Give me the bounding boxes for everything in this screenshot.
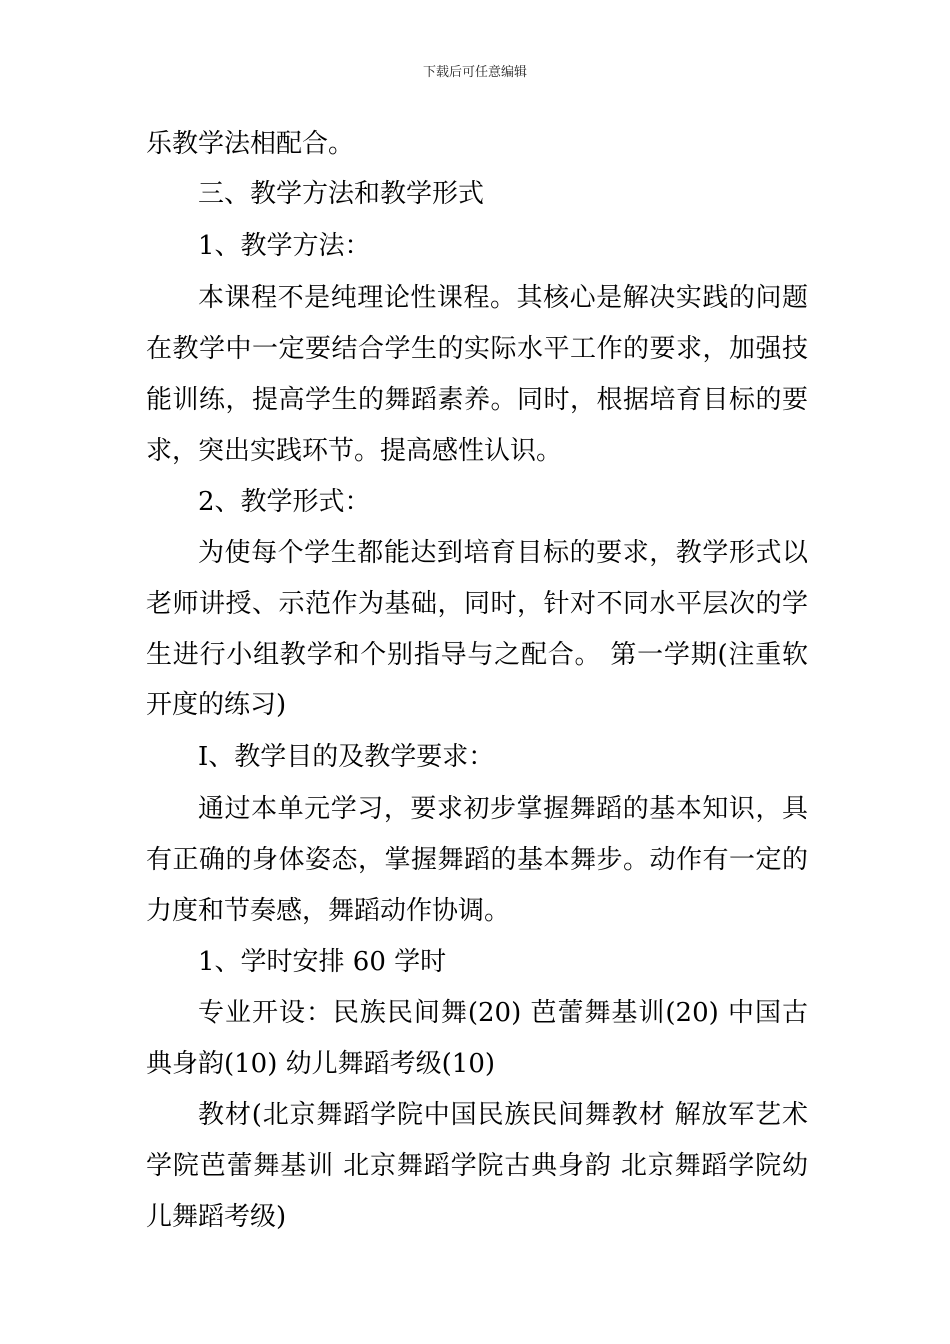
subsection-heading: 1、学时安排 60 学时 [198,947,447,977]
text-line: 学院芭蕾舞基训 北京舞蹈学院古典身韵 北京舞蹈学院幼 [146,1151,808,1181]
text-line: 求，突出实践环节。提高感性认识。 [146,436,563,466]
page-header: 下载后可任意编辑 [422,65,527,80]
subsection-heading: 2、教学形式： [198,487,371,517]
text-line: 老师讲授、示范作为基础，同时，针对不同水平层次的学 [146,589,808,619]
text-line: 本课程不是纯理论性课程。其核心是解决实践的问题 [198,283,808,313]
text-line: 有正确的身体姿态，掌握舞蹈的基本舞步。动作有一定的 [146,845,808,875]
text-line: 通过本单元学习，要求初步掌握舞蹈的基本知识，具 [198,794,808,824]
subsection-heading: 1、教学方法： [198,231,371,261]
section-heading: 三、教学方法和教学形式 [198,179,485,209]
text-line: 力度和节奏感，舞蹈动作协调。 [146,896,511,926]
text-line: 乐教学法相配合。 [146,129,355,159]
text-line: 专业开设：民族民间舞(20) 芭蕾舞基训(20) 中国古 [198,998,808,1028]
text-line: 开度的练习) [146,690,287,720]
section-heading: Ⅰ、教学目的及教学要求： [198,742,495,772]
text-line: 儿舞蹈考级) [146,1202,287,1232]
text-line: 生进行小组教学和个别指导与之配合。 第一学期(注重软 [146,640,808,670]
text-line: 在教学中一定要结合学生的实际水平工作的要求，加强技 [146,334,808,364]
text-line: 为使每个学生都能达到培育目标的要求，教学形式以 [198,538,808,568]
text-line: 教材(北京舞蹈学院中国民族民间舞教材 解放军艺术 [198,1100,808,1130]
text-line: 能训练，提高学生的舞蹈素养。同时，根据培育目标的要 [146,385,808,415]
text-line: 典身韵(10) 幼儿舞蹈考级(10) [146,1049,496,1079]
